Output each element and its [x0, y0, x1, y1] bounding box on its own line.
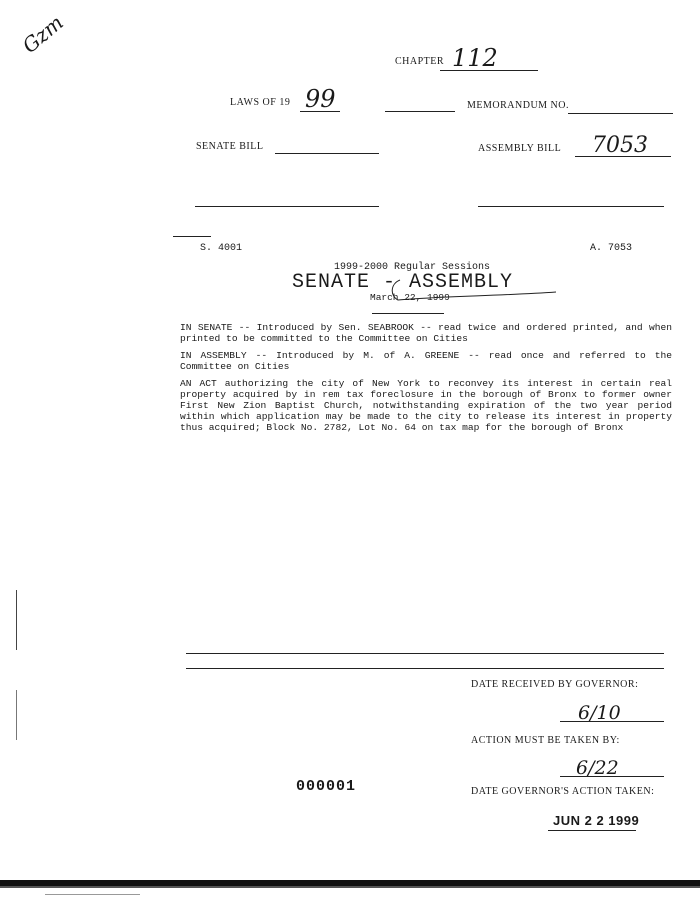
page-number: 000001	[296, 778, 357, 795]
memorandum-underline	[568, 113, 673, 114]
paragraph-in-assembly: IN ASSEMBLY -- Introduced by M. of A. GREENE -- read once and referred to the Committee on Cities	[180, 350, 672, 372]
laws-year: 99	[305, 85, 336, 113]
footer-rule-2	[186, 668, 664, 669]
scan-mark	[16, 690, 17, 740]
paragraph-in-senate: IN SENATE -- Introduced by Sen. SEABROOK -- read twice and ordered printed, and when printed to be committed to the Committee on Cities	[180, 322, 672, 344]
senate-bill-label: SENATE BILL	[196, 141, 264, 152]
paragraph-an-act: AN ACT authorizing the city of New York to reconvey its interest in certain real property acquired by in rem tax foreclosure in the borough of Bronx to former owner First New Zion Baptist Church, notwithstanding expiration of the two year period within which application may be made to the city to release its interest in property thus acquired; Block No. 2782, Lot No. 64 on tax map for the borough of Bronx	[180, 378, 672, 433]
action-taken-stamp: JUN 2 2 1999	[553, 813, 640, 828]
date-received-label: DATE RECEIVED BY GOVERNOR:	[471, 679, 639, 690]
chapter-label: CHAPTER	[395, 56, 445, 67]
laws-blank-line	[385, 111, 455, 112]
scan-bottom-edge-shadow	[0, 886, 700, 888]
short-rule	[173, 236, 211, 237]
assembly-bill-label: ASSEMBLY BILL	[478, 143, 562, 154]
memorandum-label: MEMORANDUM NO.	[467, 100, 570, 111]
footer-rule-1	[186, 653, 664, 654]
scan-mark	[16, 590, 17, 650]
scan-edge-fragment	[45, 894, 140, 895]
action-must-label: ACTION MUST BE TAKEN BY:	[471, 735, 620, 746]
blank-line-right	[478, 206, 664, 207]
date-received-value: 6/10	[578, 702, 621, 724]
assembly-bill-number: 7053	[592, 133, 648, 158]
senate-bill-underline	[275, 153, 379, 154]
action-must-underline	[560, 776, 664, 777]
handwritten-initials: Gzm	[17, 10, 68, 58]
session-label: 1999-2000 Regular Sessions	[334, 262, 491, 273]
laws-year-underline	[300, 111, 340, 112]
blank-line-left	[195, 206, 379, 207]
bill-title: SENATE - ASSEMBLY	[292, 271, 514, 294]
assembly-bill-underline	[575, 156, 671, 157]
bill-date: March 22, 1999	[370, 292, 450, 303]
action-taken-label: DATE GOVERNOR'S ACTION TAKEN:	[471, 786, 655, 797]
laws-label: LAWS OF 19	[230, 97, 291, 108]
chapter-underline	[440, 70, 538, 71]
chapter-number: 112	[452, 44, 498, 72]
action-must-value: 6/22	[576, 757, 619, 779]
handwritten-bracket-mark	[380, 276, 560, 304]
title-underline	[372, 313, 444, 314]
date-received-underline	[560, 721, 664, 722]
assembly-number: A. 7053	[590, 243, 633, 254]
action-taken-underline	[548, 830, 636, 831]
senate-number: S. 4001	[200, 243, 243, 254]
